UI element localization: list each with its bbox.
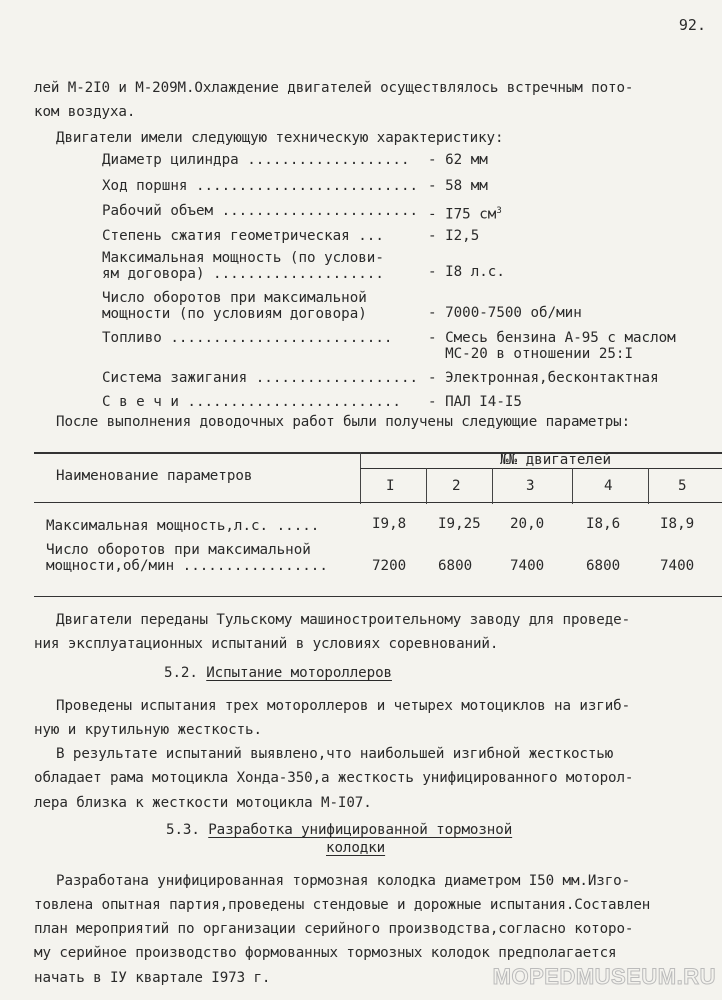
row-value: 7400 — [510, 558, 545, 574]
row-value: I9,8 — [372, 516, 407, 532]
row-value: I8,6 — [586, 516, 621, 532]
paragraph-line: начать в IУ квартале I973 г. — [34, 970, 271, 986]
paragraph-line: лера близка к жесткости мотоцикла М-I07. — [34, 795, 372, 811]
paragraph-line: му серийное производство формованных тормозных колодок предполагается — [34, 945, 617, 961]
table-rule — [34, 502, 722, 503]
paragraph-line: ную и крутильную жесткость. — [34, 722, 262, 738]
row-value: 7200 — [372, 558, 407, 574]
table-divider — [572, 468, 573, 504]
watermark: MOPEDMUSEUM.RU — [492, 964, 716, 989]
row-value: I8,9 — [660, 516, 695, 532]
spec-name: Диаметр цилиндра ................... — [102, 152, 410, 168]
spec-name: Топливо .......................... — [102, 330, 393, 346]
row-value: 6800 — [438, 558, 473, 574]
paragraph-line: план мероприятий по организации серийного производства,согласно которо- — [34, 921, 634, 937]
paragraph-line: товлена опытная партия,проведены стендовые и дорожные испытания.Составлен — [34, 897, 651, 913]
spec-value — [428, 203, 502, 223]
table-rule — [34, 452, 722, 454]
engine-header: 2 — [452, 478, 461, 494]
section-title: Испытание мотороллеров — [206, 665, 392, 681]
spec-value: - 58 мм — [428, 178, 488, 194]
spec-name: С в е ч и ......................... — [102, 394, 401, 410]
engine-parameters-table — [34, 448, 722, 588]
row-value: I9,25 — [438, 516, 481, 532]
engine-header: 5 — [678, 478, 687, 494]
row-name: Число оборотов при максимальной мощности,об/мин ................. — [46, 542, 328, 574]
page-number: 92. — [678, 16, 706, 34]
section-heading — [164, 665, 392, 681]
spec-name: Система зажигания ................... — [102, 370, 419, 386]
spec-value: - Смесь бензина А-95 с маслом МС-20 в отношении 25:I — [428, 330, 676, 362]
engines-group-header: №№ двигателей — [500, 452, 612, 468]
intro-line: лей М-2I0 и М-209М.Охлаждение двигателей осуществлялось встречным пото- — [34, 80, 634, 96]
engine-header: I — [386, 478, 395, 494]
spec-value: - I2,5 — [428, 228, 480, 244]
section-number: 5.2. — [164, 665, 198, 681]
spec-name: Степень сжатия геометрическая ... — [102, 228, 384, 244]
paragraph-line: ния эксплуатационных испытаний в условиях соревнований. — [34, 636, 499, 652]
spec-value: - Электронная,бесконтактная — [428, 370, 659, 386]
spec-value-text: - I75 см — [428, 206, 497, 223]
table-divider — [492, 468, 493, 504]
paragraph-line: В результате испытаний выявлено,что наибольшей изгибной жесткостью — [56, 746, 614, 762]
after-spec-line: После выполнения доводочных работ были получены следующие параметры: — [56, 414, 631, 430]
spec-name: Число оборотов при максимальной мощности (по условиям договора) — [102, 290, 367, 322]
engine-header: 4 — [604, 478, 613, 494]
table-divider — [360, 452, 361, 504]
spec-value: - 62 мм — [428, 152, 488, 168]
row-value: 20,0 — [510, 516, 545, 532]
spec-value: - I8 л.с. — [428, 264, 505, 280]
row-value: 6800 — [586, 558, 621, 574]
spec-name: Рабочий объем ....................... — [102, 203, 419, 219]
row-name: Максимальная мощность,л.с. ..... — [46, 518, 320, 534]
param-header: Наименование параметров — [56, 468, 253, 484]
spec-value: - ПАЛ I4-I5 — [428, 394, 522, 410]
intro-line: Двигатели имели следующую техническую характеристику: — [56, 130, 504, 146]
section-number: 5.3. — [166, 822, 200, 838]
section-heading — [166, 822, 512, 838]
table-divider — [648, 468, 649, 504]
section-title-continued: колодки — [326, 840, 386, 856]
spec-name: Максимальная мощность (по услови- ям договора) .................... — [102, 250, 384, 282]
section-title: Разработка унифицированной тормозной — [208, 822, 513, 838]
superscript: 3 — [496, 206, 502, 216]
spec-value: - 7000-7500 об/мин — [428, 305, 582, 321]
table-rule — [34, 596, 722, 597]
engine-header: 3 — [526, 478, 535, 494]
intro-line: ком воздуха. — [34, 104, 136, 120]
table-subheader-rule — [360, 468, 722, 469]
row-value: 7400 — [660, 558, 695, 574]
paragraph-line: Разработана унифицированная тормозная колодка диаметром I50 мм.Изго- — [56, 873, 631, 889]
paragraph-line: Двигатели переданы Тульскому машиностроительному заводу для проведе- — [56, 612, 631, 628]
spec-name: Ход поршня .......................... — [102, 178, 419, 194]
paragraph-line: Проведены испытания трех мотороллеров и четырех мотоциклов на изгиб- — [56, 698, 631, 714]
table-divider — [426, 468, 427, 504]
paragraph-line: обладает рама мотоцикла Хонда-350,а жесткость унифицированного моторол- — [34, 770, 634, 786]
